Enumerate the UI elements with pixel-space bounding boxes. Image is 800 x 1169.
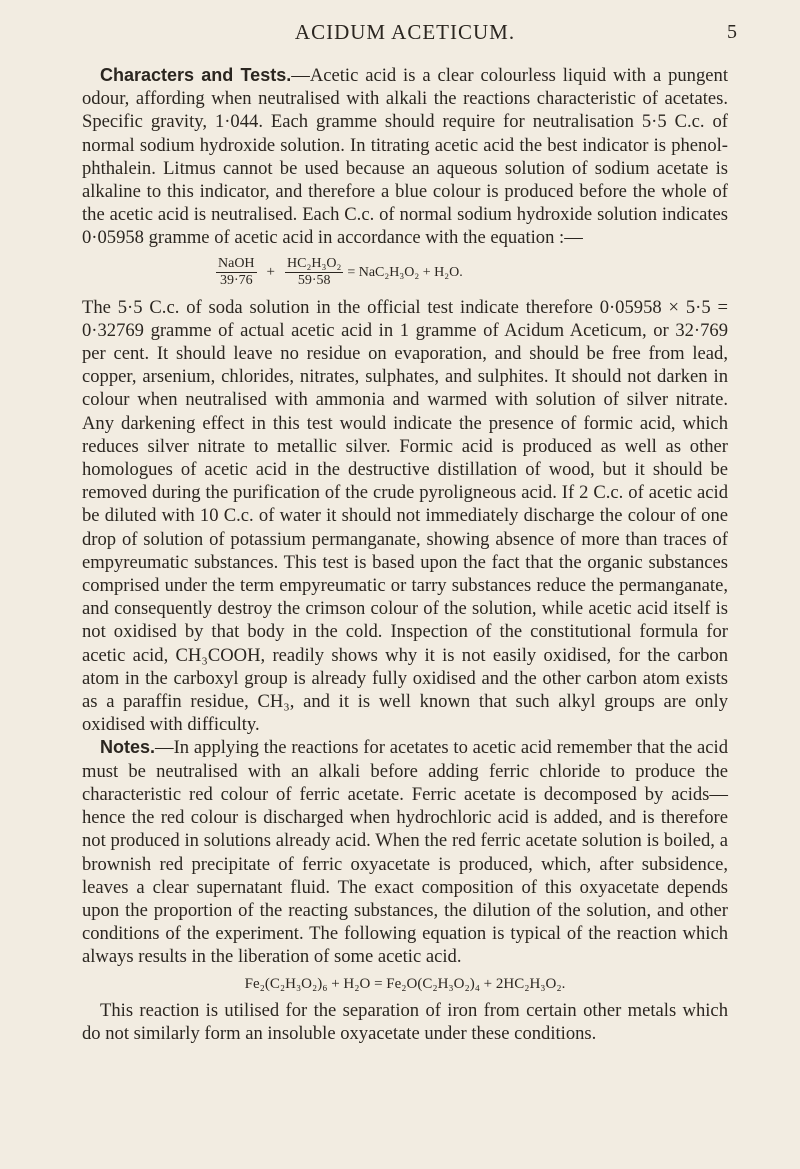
equation-fraction-naoh (216, 256, 257, 289)
fraction-numerator: HC₂H₃O₂ (287, 256, 342, 272)
running-head (82, 0, 738, 64)
fraction-numerator: NaOH (218, 256, 255, 272)
closing-paragraph: This reaction is utilised for the separation of iron from certain other metals which do not similarly form an insoluble oxyacetate under these conditions. (82, 999, 728, 1044)
characters-and-tests-text: —Acetic acid is a clear colourless liquid with a pungent odour, affording when neutralised with alkali the reactions characteristic of acetates. Specific gravity, 1·044. Each gramme should require for neutralisation 5·5 C.c. of normal sodium hydroxide solution. In titrating acetic acid the best indicator is phenol-phthalein. Litmus cannot be used because an aqueous solution of sodium acetate is alkaline to this indicator, and therefore a blue colour is produced before the whole of the acetic acid is neutralised. Each C.c. of normal sodium hydroxide solution indicates 0·05958 gramme of acetic acid in accordance with the equation :— (82, 65, 728, 249)
running-title: ACIDUM ACETICUM. (294, 20, 516, 44)
page-body (82, 64, 728, 1045)
equation-right-side: = NaC₂H₃O₂ + H₂O. (347, 265, 463, 281)
section-heading-characters: Characters and Tests. (100, 65, 292, 85)
characters-and-tests-paragraph (82, 64, 728, 250)
fraction-denominator: 59·58 (297, 273, 331, 289)
section-heading-notes: Notes. (100, 737, 156, 758)
fraction-denominator: 39·76 (219, 273, 253, 289)
neutralisation-equation (82, 250, 728, 296)
oxyacetate-equation: Fe₂(C₂H₃O₂)₆ + H₂O = Fe₂O(C₂H₃O₂)₄ + 2HC₂H₃O₂. (244, 975, 566, 992)
equation-plus: + (266, 264, 276, 281)
notes-text: —In applying the reactions for acetates to acetic acid remember that the acid must be neutralised with an alkali before adding ferric chloride to produce the characteristic red colour of ferric acetate. Ferric acetate is decomposed by acids—hence the red colour is discharged when hydrochloric acid is added, and is therefore not produced in solutions already acid. When the red ferric acetate solution is boiled, a brownish red precipitate of ferric oxyacetate is produced, which, after subsidence, leaves a clear supernatant fluid. The exact composition of this oxyacetate depends upon the proportion of the reacting substances, the dilution of the solution, and other conditions of the experiment. The following equation is typical of the reaction which always results in the liberation of some acetic acid. (82, 737, 728, 968)
notes-paragraph (82, 736, 728, 968)
official-test-paragraph: The 5·5 C.c. of soda solution in the official test indicate therefore 0·05958 × 5·5 = 0·32769 gramme of actual acetic acid in 1 gramme of Acidum Aceticum, or 32·769 per cent. It should leave no residue on evaporation, and should be free from lead, copper, arsenium, chlorides, nitrates, sulphates, and sulphites. It should not darken in colour when neutralised with ammonia and warmed with solution of silver nitrate. Any darkening effect in this test would indicate the presence of formic acid, which reduces silver nitrate to metallic silver. Formic acid is produced as well as other homologues of acetic acid in the destructive distillation of wood, but it should be removed during the purification of the crude pyroligneous acid. If 2 C.c. of acetic acid be diluted with 10 C.c. of water it should not immediately discharge the colour of one drop of solution of potassium permanganate, showing absence of more than traces of empyreumatic substances. This test is based upon the fact that the organic substances comprised under the term empyreumatic or tarry substances reduce the permanganate, and consequently destroy the crimson colour of the solution, while acetic acid itself is not oxidised by that body in the cold. Inspection of the constitutional formula for acetic acid, CH₃COOH, readily shows why it is not easily oxidised, for the carbon atom in the carboxyl group is already fully oxidised and the other carbon atom exists as a paraffin residue, CH₃, and it is well known that such alkyl groups are only oxidised with difficulty. (82, 296, 728, 736)
equation-fraction-acetic (285, 256, 343, 289)
page-number: 5 (727, 21, 738, 43)
